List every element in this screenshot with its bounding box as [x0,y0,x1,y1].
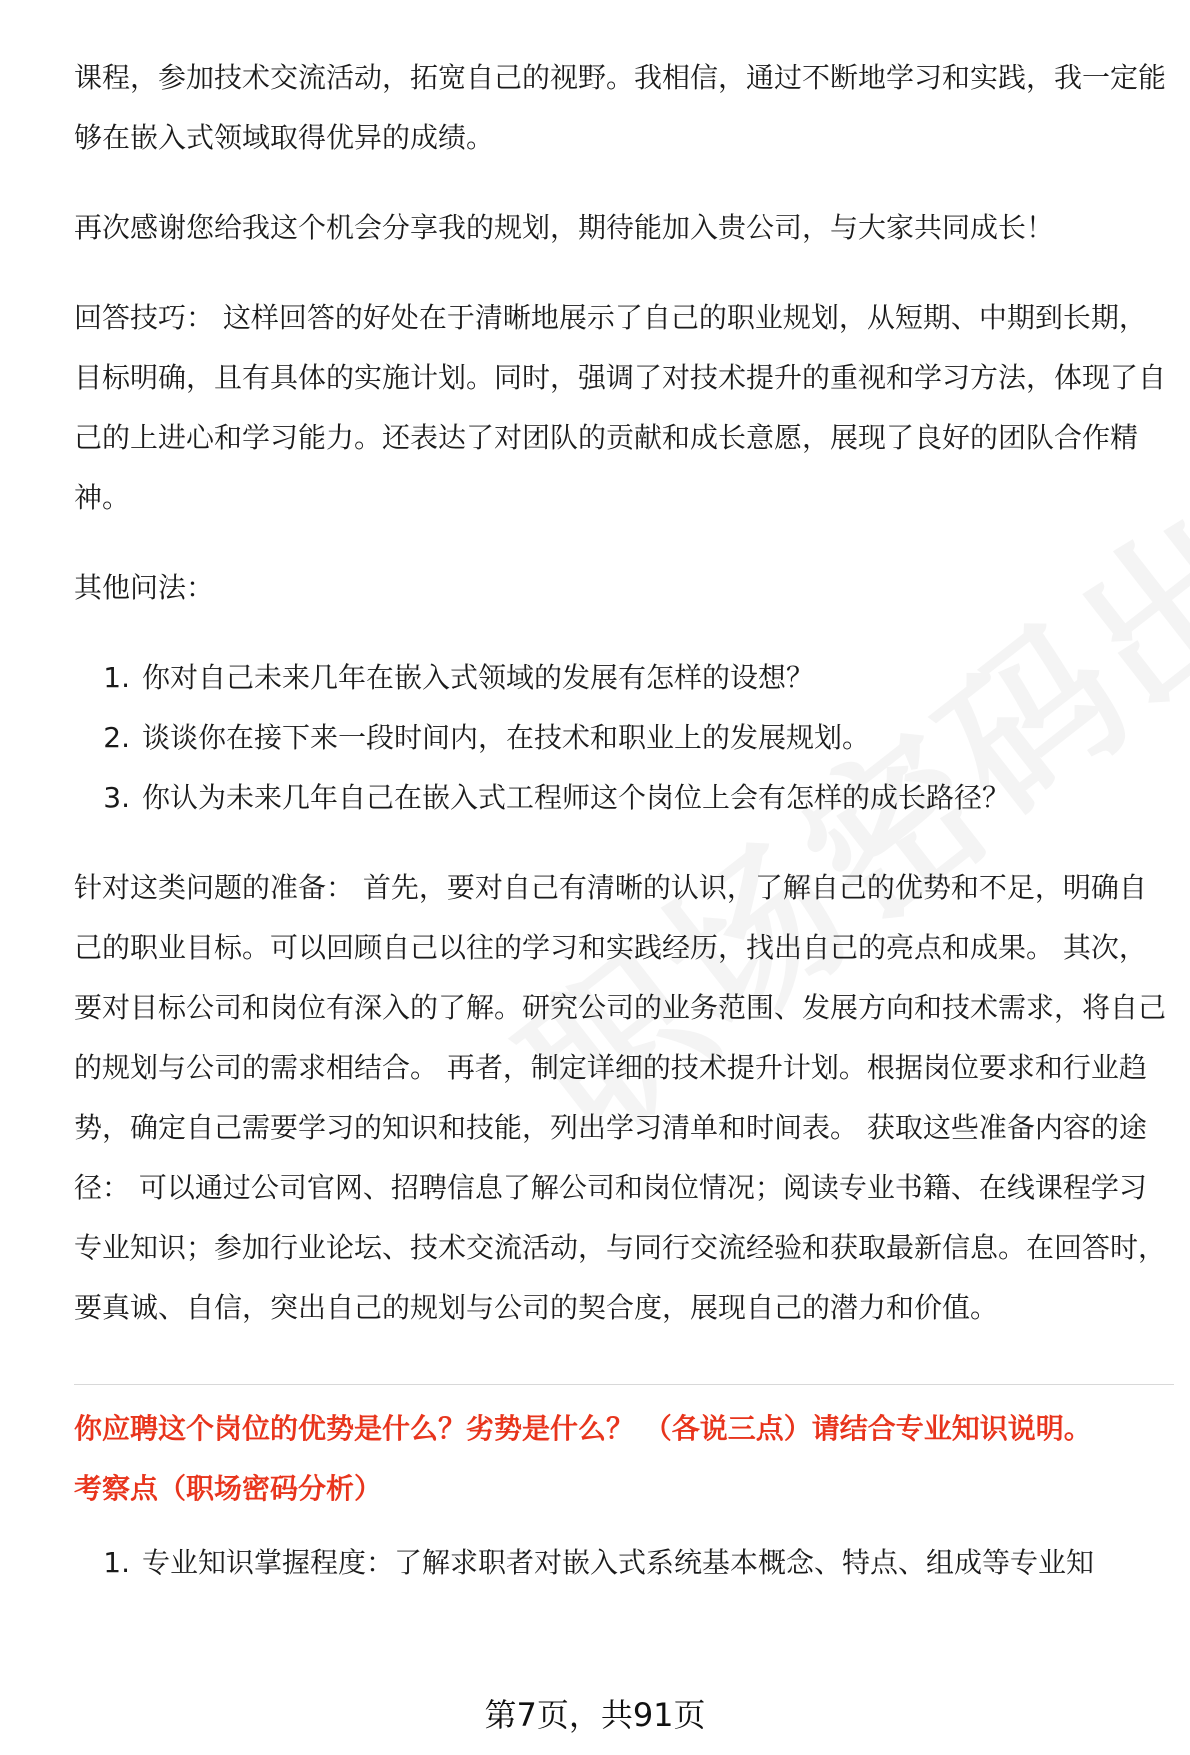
other-questions-list [74,648,1174,828]
list-item: 2. 谈谈你在接下来一段时间内，在技术和职业上的发展规划。 [103,721,871,754]
page-number: 第7页，共91页 [484,1696,706,1734]
list-item: 1. 你对自己未来几年在嵌入式领域的发展有怎样的设想？ [103,661,815,694]
paragraph-other-questions-label: 其他问法： [74,571,215,604]
section-divider [74,1384,1174,1385]
question-title: 你应聘这个岗位的优势是什么？劣势是什么？ （各说三点）请结合专业知识说明。 [74,1412,1092,1445]
paragraph-answer-tips: 回答技巧： 这样回答的好处在于清晰地展示了自己的职业规划，从短期、中期到长期，目标明确，且有具体的实施计划。同时，强调了对技术提升的重视和学习方法，体现了自己的上进心和学习能力。还表达了对团队的贡献和成长意愿，展现了良好的团队合作精神。 [74,301,1167,514]
paragraph-thanks: 再次感谢您给我这个机会分享我的规划，期待能加入贵公司，与大家共同成长！ [74,211,1055,244]
list-item: 3. 你认为未来几年自己在嵌入式工程师这个岗位上会有怎样的成长路径？ [103,781,1011,814]
question-subtitle: 考察点（职场密码分析） [74,1472,383,1505]
points-list [74,1533,1174,1593]
paragraph-preparation: 针对这类问题的准备： 首先，要对自己有清晰的认识，了解自己的优势和不足，明确自己的职业目标。可以回顾自己以往的学习和实践经历，找出自己的亮点和成果。 其次，要对目标公司和岗位有深入的了解。研究公司的业务范围、发展方向和技术需求，将自己的规划与公司的需求相结合。 再者，制定详细的技术提升计划。根据岗位要求和行业趋势，确定自己需要学习的知识和技能，列出学习清单和时间表。 获取这些准备内容的途径： 可以通过公司官网、招聘信息了解公司和岗位情况；阅读专业书籍、在线课程学习专业知识；参加行业论坛、技术交流活动，与同行交流经验和获取最新信息。在回答时，要真诚、自信，突出自己的规划与公司的契合度，展现自己的潜力和价值。 [74,871,1167,1324]
list-item: 1. 专业知识掌握程度：了解求职者对嵌入式系统基本概念、特点、组成等专业知 [103,1546,1095,1579]
document-body [74,48,1174,1623]
paragraph-continuation: 课程，参加技术交流活动，拓宽自己的视野。我相信，通过不断地学习和实践，我一定能够在嵌入式领域取得优异的成绩。 [74,61,1167,154]
